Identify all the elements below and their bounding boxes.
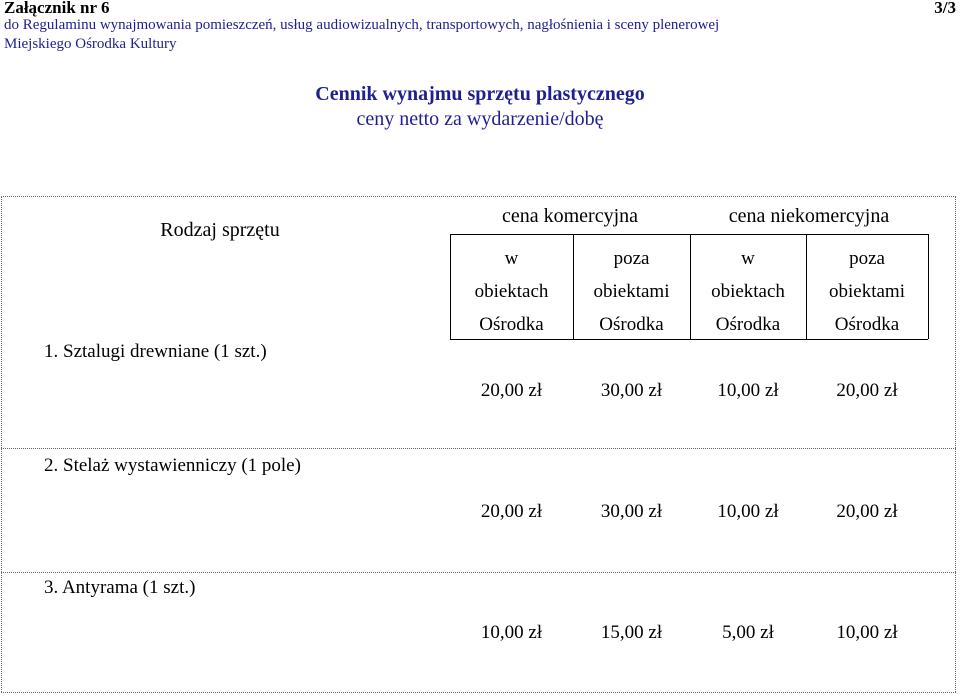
subheader-line: obiektami [593,281,670,302]
subheader-commercial-out [573,242,690,341]
header-line-1: do Regulaminu wynajmowania pomieszczeń, usług audiowizualnych, transportowych, nagłośnienia i sceny plenerowej [4,17,720,33]
subheader-line: w [504,248,519,269]
price-noncommercial-in: 10,00 zł [717,501,779,522]
row-divider [1,572,956,573]
price-commercial-out: 30,00 zł [600,501,663,522]
price-commercial-in: 20,00 zł [480,380,543,401]
subheader-line: obiektami [829,281,905,302]
price-noncommercial-out: 20,00 zł [836,501,898,522]
subheader-noncommercial-in [690,242,806,341]
page-number: 3/3 [934,0,956,17]
subheader-line: Ośrodka [834,314,900,335]
price-noncommercial-out: 20,00 zł [836,380,898,401]
column-header-equipment: Rodzaj sprzętu [160,219,280,241]
subheader-line: obiektach [474,281,549,302]
equipment-name: 3. Antyrama (1 szt.) [44,577,196,598]
header-cell-border [928,234,929,339]
table-border-left [1,196,2,692]
column-group-commercial: cena komercyjna [501,205,639,227]
subheader-line: Ośrodka [479,314,544,335]
page-title: Cennik wynajmu sprzętu plastycznego [315,83,645,105]
equipment-name: 2. Stelaż wystawienniczy (1 pole) [44,455,301,476]
page-subtitle: ceny netto za wydarzenie/dobę [356,108,604,130]
equipment-name: 1. Sztalugi drewniane (1 szt.) [44,341,267,362]
table-border-top [1,196,956,197]
column-group-noncommercial: cena niekomercyjna [728,205,890,227]
subheader-commercial-in [450,242,573,341]
table-border-right [955,196,956,692]
subheader-line: poza [613,248,650,269]
price-commercial-out: 15,00 zł [600,622,663,643]
subheader-line: w [741,248,755,269]
price-noncommercial-in: 5,00 zł [722,622,774,643]
attachment-label: Załącznik nr 6 [4,0,110,17]
price-commercial-in: 10,00 zł [480,622,543,643]
subheader-noncommercial-out [806,242,928,341]
header-cell-border [450,234,928,235]
price-noncommercial-out: 10,00 zł [836,622,898,643]
subheader-line: obiektach [711,281,785,302]
row-divider [1,448,956,449]
subheader-line: Ośrodka [599,314,664,335]
price-noncommercial-in: 10,00 zł [717,380,779,401]
price-commercial-in: 20,00 zł [480,501,543,522]
subheader-line: poza [849,248,885,269]
price-commercial-out: 30,00 zł [600,380,663,401]
header-line-2: Miejskiego Ośrodka Kultury [4,36,177,52]
subheader-line: Ośrodka [715,314,781,335]
table-border-bottom [1,692,956,693]
